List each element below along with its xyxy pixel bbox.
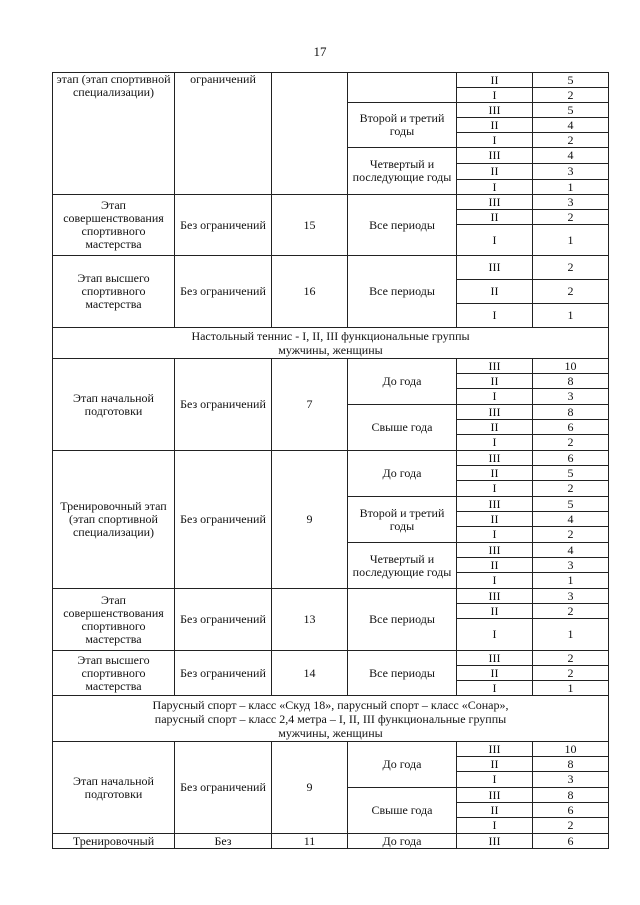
value-cell: 10	[533, 359, 609, 374]
class-cell: III	[457, 359, 533, 374]
value-cell: 3	[533, 772, 609, 788]
class-cell: I	[457, 133, 533, 148]
value-cell: 2	[533, 527, 609, 543]
period-cell: До года	[348, 834, 457, 849]
section-title-line: Настольный теннис - I, II, III функциональные группы	[191, 329, 470, 343]
value-cell: 3	[533, 389, 609, 405]
period-cell: Все периоды	[348, 651, 457, 696]
value-cell: 3	[533, 558, 609, 573]
class-cell: II	[457, 604, 533, 619]
value-cell: 5	[533, 497, 609, 512]
value-cell: 6	[533, 451, 609, 466]
value-cell: 2	[533, 651, 609, 666]
class-cell: III	[457, 589, 533, 604]
period-cell	[348, 73, 457, 103]
value-cell: 2	[533, 604, 609, 619]
period-cell: Все периоды	[348, 256, 457, 328]
value-cell: 8	[533, 405, 609, 420]
class-cell: II	[457, 280, 533, 304]
section-title-table-tennis	[53, 328, 609, 359]
period-cell: До года	[348, 451, 457, 497]
class-cell: II	[457, 164, 533, 180]
age-limit-cell: Без ограничений	[175, 195, 272, 256]
class-cell: III	[457, 256, 533, 280]
section-title-line: Парусный спорт – класс «Скуд 18», парусный спорт – класс «Сонар»,	[152, 697, 509, 712]
section-title-line: мужчины, женщины	[278, 343, 383, 357]
value-cell: 6	[533, 803, 609, 818]
class-cell: I	[457, 573, 533, 589]
class-cell: II	[457, 210, 533, 225]
table-row	[53, 256, 609, 280]
value-cell: 2	[533, 280, 609, 304]
class-cell: II	[457, 466, 533, 481]
stage-cell: Этап начальной подготовки	[53, 742, 175, 834]
section-title-sailing	[53, 696, 609, 742]
age-cell: 14	[272, 651, 348, 696]
value-cell: 1	[533, 225, 609, 256]
stage-cell: этап (этап спортивной специализации)	[53, 73, 175, 195]
value-cell: 8	[533, 788, 609, 803]
value-cell: 2	[533, 481, 609, 497]
period-cell: Свыше года	[348, 405, 457, 451]
period-cell: Четвертый и последующие годы	[348, 543, 457, 589]
table-row	[53, 359, 609, 374]
stage-cell: Тренировочный	[53, 834, 175, 849]
class-cell: I	[457, 818, 533, 834]
value-cell: 3	[533, 164, 609, 180]
table-row	[53, 651, 609, 666]
value-cell: 1	[533, 573, 609, 589]
value-cell: 10	[533, 742, 609, 757]
class-cell: I	[457, 435, 533, 451]
age-cell: 9	[272, 742, 348, 834]
stage-cell: Этап высшего спортивного мастерства	[53, 256, 175, 328]
value-cell: 1	[533, 619, 609, 651]
age-limit-cell: Без	[175, 834, 272, 849]
age-limit-cell: Без ограничений	[175, 651, 272, 696]
period-cell: До года	[348, 359, 457, 405]
age-cell	[272, 73, 348, 195]
training-standards-table	[52, 72, 609, 849]
table-row	[53, 195, 609, 210]
class-cell: I	[457, 88, 533, 103]
class-cell: II	[457, 666, 533, 681]
age-cell: 11	[272, 834, 348, 849]
value-cell: 2	[533, 88, 609, 103]
class-cell: II	[457, 420, 533, 435]
value-cell: 1	[533, 681, 609, 696]
period-cell: Свыше года	[348, 788, 457, 834]
age-limit-cell: Без ограничений	[175, 589, 272, 651]
class-cell: I	[457, 225, 533, 256]
section-header-row	[53, 696, 609, 742]
class-cell: III	[457, 451, 533, 466]
age-limit-cell: Без ограничений	[175, 451, 272, 589]
age-limit-cell: Без ограничений	[175, 256, 272, 328]
class-cell: I	[457, 180, 533, 195]
table-row	[53, 451, 609, 466]
class-cell: I	[457, 681, 533, 696]
stage-cell: Этап высшего спортивного мастерства	[53, 651, 175, 696]
class-cell: III	[457, 742, 533, 757]
age-cell: 13	[272, 589, 348, 651]
table-row	[53, 742, 609, 757]
period-cell: Второй и третий годы	[348, 103, 457, 148]
value-cell: 3	[533, 589, 609, 604]
class-cell: III	[457, 405, 533, 420]
value-cell: 6	[533, 420, 609, 435]
value-cell: 2	[533, 435, 609, 451]
class-cell: II	[457, 757, 533, 772]
value-cell: 3	[533, 195, 609, 210]
section-header-row	[53, 328, 609, 359]
age-limit-cell	[175, 73, 272, 195]
class-cell: I	[457, 772, 533, 788]
class-cell: III	[457, 543, 533, 558]
stage-cell: Тренировочный этап (этап спортивной специализации)	[53, 451, 175, 589]
age-limit-cell: Без ограничений	[175, 742, 272, 834]
table-row	[53, 589, 609, 604]
class-cell: II	[457, 558, 533, 573]
stage-cell: Этап совершенствования спортивного мастерства	[53, 195, 175, 256]
period-cell: Все периоды	[348, 589, 457, 651]
value-cell: 6	[533, 834, 609, 849]
age-limit-text: ограничений	[190, 72, 256, 86]
value-cell: 4	[533, 543, 609, 558]
class-cell: II	[457, 73, 533, 88]
value-cell: 4	[533, 118, 609, 133]
class-cell: III	[457, 788, 533, 803]
class-cell: III	[457, 103, 533, 118]
page-number: 17	[313, 44, 327, 59]
value-cell: 1	[533, 180, 609, 195]
class-cell: III	[457, 195, 533, 210]
class-cell: II	[457, 374, 533, 389]
section-title-line: мужчины, женщины	[278, 725, 383, 740]
age-limit-cell: Без ограничений	[175, 359, 272, 451]
value-cell: 2	[533, 666, 609, 681]
period-cell: Второй и третий годы	[348, 497, 457, 543]
stage-cell: Этап начальной подготовки	[53, 359, 175, 451]
class-cell: I	[457, 304, 533, 328]
class-cell: II	[457, 512, 533, 527]
value-cell: 8	[533, 757, 609, 772]
class-cell: I	[457, 527, 533, 543]
value-cell: 2	[533, 256, 609, 280]
age-cell: 16	[272, 256, 348, 328]
value-cell: 4	[533, 512, 609, 527]
class-cell: III	[457, 148, 533, 164]
class-cell: I	[457, 389, 533, 405]
value-cell: 2	[533, 818, 609, 834]
class-cell: II	[457, 803, 533, 818]
section-title-line: парусный спорт – класс 2,4 метра – I, II, III функциональные группы	[154, 711, 507, 726]
class-cell: II	[457, 118, 533, 133]
age-cell: 9	[272, 451, 348, 589]
class-cell: III	[457, 651, 533, 666]
value-cell: 2	[533, 133, 609, 148]
age-cell: 7	[272, 359, 348, 451]
value-cell: 8	[533, 374, 609, 389]
period-cell: До года	[348, 742, 457, 788]
value-cell: 4	[533, 148, 609, 164]
class-cell: III	[457, 834, 533, 849]
class-cell: I	[457, 619, 533, 651]
table-row	[53, 73, 609, 88]
class-cell: I	[457, 481, 533, 497]
stage-cell: Этап совершенствования спортивного мастерства	[53, 589, 175, 651]
value-cell: 2	[533, 210, 609, 225]
value-cell: 5	[533, 466, 609, 481]
value-cell: 1	[533, 304, 609, 328]
period-cell: Все периоды	[348, 195, 457, 256]
value-cell: 5	[533, 73, 609, 88]
class-cell: III	[457, 497, 533, 512]
period-cell: Четвертый и последующие годы	[348, 148, 457, 195]
table-row	[53, 834, 609, 849]
value-cell: 5	[533, 103, 609, 118]
age-cell: 15	[272, 195, 348, 256]
